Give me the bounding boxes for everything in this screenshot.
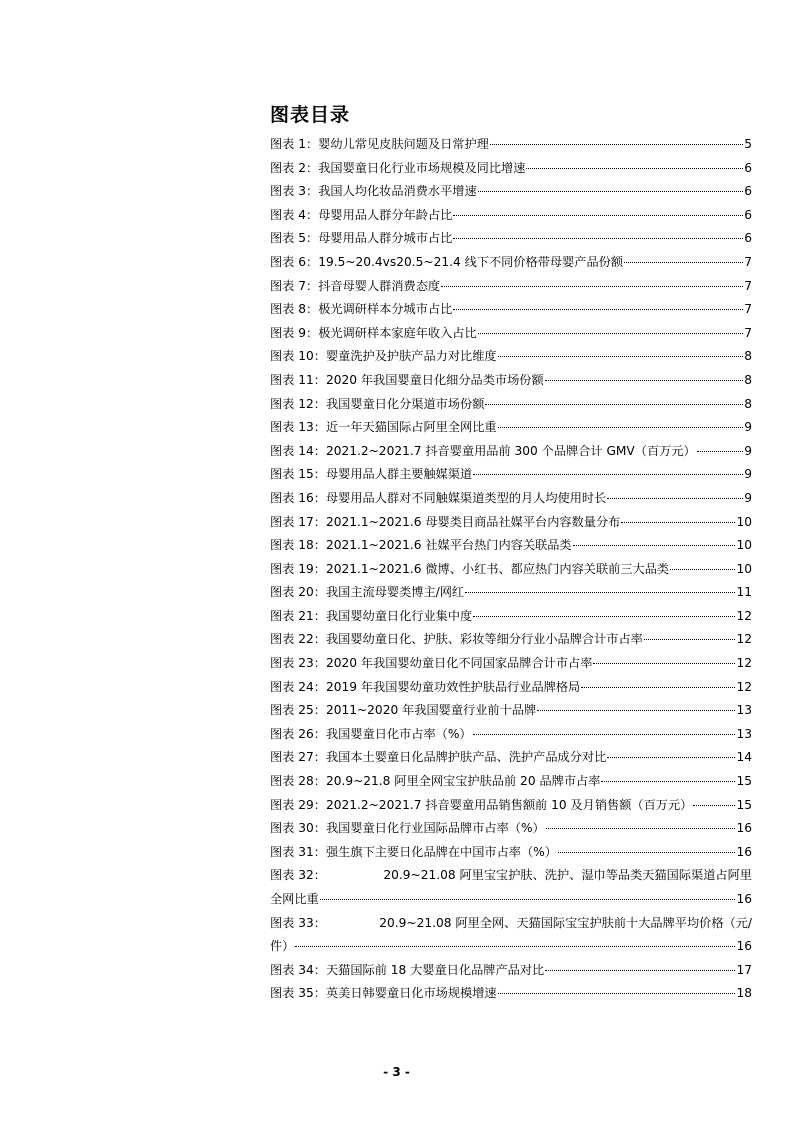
- toc-entry-caption: 2020 年我国婴幼童日化不同国家品牌合计市占率: [325, 656, 593, 671]
- toc-entry-label: 图表 2：: [270, 160, 319, 175]
- toc-entry-label: 图表 19：: [270, 561, 326, 576]
- toc-entry-label: 图表 23：: [270, 656, 326, 671]
- toc-entry-caption: 我国婴童日化分渠道市场份额: [325, 396, 485, 411]
- toc-entry-10[interactable]: [270, 345, 752, 369]
- toc-entry-caption: 2011~2020 年我国婴童行业前十品牌: [325, 703, 537, 718]
- toc-entry-page: 12: [736, 632, 752, 647]
- toc-entry-label: 图表 33：: [270, 915, 326, 930]
- toc-entry-label: 图表 6：: [270, 254, 319, 269]
- toc-entry-22[interactable]: [270, 628, 752, 652]
- toc-entry-page: 8: [744, 372, 752, 387]
- dot-leader: [697, 450, 744, 452]
- toc-entry-page: 6: [744, 160, 752, 175]
- toc-entry-page: 7: [744, 278, 752, 293]
- toc-entry-27[interactable]: [270, 746, 752, 770]
- dot-leader: [473, 615, 735, 617]
- dot-leader: [465, 591, 735, 593]
- toc-entry-label: 图表 7：: [270, 278, 319, 293]
- toc-entry-label: 图表 30：: [270, 821, 326, 836]
- toc-entry-label: 图表 20：: [270, 585, 326, 600]
- dot-leader: [607, 756, 735, 758]
- dot-leader: [478, 332, 744, 334]
- toc-entry-caption: 20.9~21.08 阿里宝宝护肤、洗护、湿巾等品类天猫国际渠道占阿里: [383, 868, 752, 883]
- toc-entry-page: 13: [736, 703, 752, 718]
- toc-entry-label: 图表 34：: [270, 962, 326, 977]
- toc-entry-8[interactable]: [270, 298, 752, 322]
- dot-leader: [526, 167, 743, 169]
- toc-entry-page: 8: [744, 349, 752, 364]
- toc-entry-page: 10: [736, 561, 752, 576]
- toc-entry-5[interactable]: [270, 227, 752, 251]
- toc-entry-28[interactable]: [270, 770, 752, 794]
- toc-entry-page: 5: [744, 137, 752, 151]
- toc-entry-33[interactable]: [270, 912, 752, 959]
- toc-entry-label: 图表 4：: [270, 207, 319, 222]
- toc-entry-caption: 婴童洗护及护肤产品力对比维度: [325, 349, 497, 364]
- toc-entry-caption: 2021.1~2021.6 社媒平台热门内容关联品类: [325, 538, 572, 553]
- dot-leader: [498, 992, 736, 994]
- dot-leader: [473, 473, 743, 475]
- toc-entry-page: 16: [736, 821, 752, 836]
- toc-entry-page: 16: [736, 939, 752, 954]
- dot-leader: [473, 733, 736, 735]
- toc-entry-page: 18: [736, 986, 752, 1001]
- toc-entry-label: 图表 28：: [270, 774, 326, 789]
- toc-entry-label: 图表 32：: [270, 868, 326, 883]
- toc-entry-caption: 英美日韩婴童日化市场规模增速: [325, 986, 497, 1001]
- toc-entry-caption: 2020 年我国婴童日化细分品类市场份额: [325, 372, 544, 387]
- toc-entry-caption: 2021.1~2021.6 微博、小红书、都应热门内容关联前三大品类: [325, 561, 670, 576]
- toc-entry-label: 图表 31：: [270, 844, 326, 859]
- toc-entry-6[interactable]: [270, 251, 752, 275]
- toc-entry-20[interactable]: [270, 581, 752, 605]
- toc-entry-label: 图表 17：: [270, 514, 326, 529]
- dot-leader: [593, 662, 735, 664]
- toc-entry-3[interactable]: [270, 180, 752, 204]
- toc-entry-page: 14: [736, 750, 752, 765]
- toc-entry-24[interactable]: [270, 676, 752, 700]
- toc-entry-caption: 抖音母婴人群消费态度: [318, 278, 441, 293]
- toc-entry-caption: 2019 年我国婴幼童功效性护肤品行业品牌格局: [325, 679, 581, 694]
- toc-entry-page: 6: [744, 207, 752, 222]
- dot-leader: [537, 709, 735, 711]
- toc-entry-30[interactable]: [270, 817, 752, 841]
- toc-entry-page: 7: [744, 302, 752, 317]
- toc-entry-page: 15: [736, 797, 752, 812]
- toc-entry-caption: 我国婴童日化行业市场规模及同比增速: [318, 160, 526, 175]
- toc-entry-page: 15: [736, 774, 752, 789]
- toc-entry-caption: 2021.2~2021.7 抖音婴童用品前 300 个品牌合计 GMV（百万元）: [325, 443, 696, 458]
- toc-entry-page: 16: [736, 892, 752, 906]
- toc-entry-32[interactable]: [270, 864, 752, 911]
- toc-entry-29[interactable]: [270, 794, 752, 818]
- toc-entry-label: 图表 10：: [270, 349, 326, 364]
- toc-entry-label: 图表 14：: [270, 443, 326, 458]
- toc-entry-caption: 2021.1~2021.6 母婴类目商品社媒平台内容数量分布: [325, 514, 621, 529]
- toc-entry-label: 图表 16：: [270, 490, 326, 505]
- toc-entry-11[interactable]: [270, 369, 752, 393]
- toc-entry-31[interactable]: [270, 841, 752, 865]
- toc-entry-page: 7: [744, 254, 752, 269]
- toc-entry-label: 图表 3：: [270, 184, 319, 199]
- toc-entry-label: 图表 9：: [270, 325, 319, 340]
- toc-entry-12[interactable]: [270, 393, 752, 417]
- toc-entry-caption-continued: 件）: [270, 939, 295, 954]
- toc-entry-page: 12: [736, 608, 752, 623]
- toc-entry-page: 8: [744, 396, 752, 411]
- toc-entry-caption: 母婴用品人群分城市占比: [318, 231, 453, 246]
- toc-entry-34[interactable]: [270, 959, 752, 983]
- toc-entry-page: 10: [736, 514, 752, 529]
- toc-entry-page: 7: [744, 325, 752, 340]
- toc-entry-caption: 20.9~21.8 阿里全网宝宝护肤品前 20 品牌市占率: [325, 774, 601, 789]
- dot-leader: [581, 686, 735, 688]
- toc-entry-label: 图表 35：: [270, 986, 326, 1001]
- dot-leader: [320, 898, 736, 900]
- toc-entry-caption: 我国婴幼童日化、护肤、彩妆等细分行业小品牌合计市占率: [325, 632, 643, 647]
- toc-entry-1[interactable]: [270, 133, 752, 157]
- toc-entry-page: 10: [736, 538, 752, 553]
- toc-entry-caption: 我国本土婴童日化品牌护肤产品、洗护产品成分对比: [325, 750, 607, 765]
- toc-entry-page: 13: [736, 726, 752, 741]
- toc-entry-caption: 母婴用品人群主要触媒渠道: [325, 467, 473, 482]
- toc-entry-16[interactable]: [270, 487, 752, 511]
- toc-entry-page: 12: [736, 679, 752, 694]
- toc-entry-15[interactable]: [270, 463, 752, 487]
- toc-entry-caption: 极光调研样本家庭年收入占比: [318, 325, 477, 340]
- dot-leader: [644, 638, 736, 640]
- toc-entry-4[interactable]: [270, 204, 752, 228]
- dot-leader: [478, 190, 744, 192]
- toc-entry-18[interactable]: [270, 534, 752, 558]
- dot-leader: [546, 827, 736, 829]
- toc-entry-caption: 2021.2~2021.7 抖音婴童用品销售额前 10 及月销售额（百万元）: [325, 797, 693, 812]
- page-number: - 3 -: [383, 1065, 410, 1079]
- toc-entry-page: 9: [744, 490, 752, 505]
- toc-entry-label: 图表 21：: [270, 608, 326, 623]
- toc-entry-14[interactable]: [270, 440, 752, 464]
- dot-leader: [498, 426, 744, 428]
- toc-entry-page: 6: [744, 231, 752, 246]
- toc-entry-caption: 婴幼儿常见皮肤问题及日常护理: [318, 137, 489, 151]
- toc-entry-label: 图表 13：: [270, 420, 326, 435]
- toc-entry-35[interactable]: [270, 982, 752, 1006]
- toc-entry-17[interactable]: [270, 511, 752, 535]
- toc-entry-caption: 我国婴童日化行业国际品牌市占率（%）: [325, 821, 545, 836]
- toc-entry-19[interactable]: [270, 558, 752, 582]
- dot-leader: [295, 945, 735, 947]
- dot-leader: [693, 804, 735, 806]
- toc-entry-label: 图表 22：: [270, 632, 326, 647]
- toc-entry-page: 11: [736, 585, 752, 600]
- toc-entry-page: 9: [744, 467, 752, 482]
- toc-entry-label: 图表 27：: [270, 750, 326, 765]
- toc-entry-label: 图表 1：: [270, 137, 319, 151]
- toc-entry-page: 9: [744, 443, 752, 458]
- toc-entry-caption: 我国婴幼童日化行业集中度: [325, 608, 473, 623]
- dot-leader: [607, 497, 743, 499]
- toc-entry-caption: 我国婴童日化市占率（%）: [325, 726, 472, 741]
- toc-entry-page: 16: [736, 844, 752, 859]
- toc-entry-label: 图表 11：: [270, 372, 326, 387]
- dot-leader: [485, 403, 743, 405]
- dot-leader: [573, 544, 736, 546]
- dot-leader: [670, 568, 735, 570]
- toc-entry-label: 图表 12：: [270, 396, 326, 411]
- toc-entry-caption: 母婴用品人群分年龄占比: [318, 207, 453, 222]
- toc-entry-caption: 极光调研样本分城市占比: [318, 302, 453, 317]
- toc-entry-26[interactable]: [270, 723, 752, 747]
- toc-entry-page: 12: [736, 656, 752, 671]
- dot-leader: [453, 308, 743, 310]
- toc-entry-label: 图表 25：: [270, 703, 326, 718]
- toc-entry-13[interactable]: [270, 416, 752, 440]
- toc-entry-label: 图表 29：: [270, 797, 326, 812]
- dot-leader: [621, 521, 735, 523]
- toc-entry-21[interactable]: [270, 605, 752, 629]
- toc-entry-caption: 天猫国际前 18 大婴童日化品牌产品对比: [325, 962, 545, 977]
- dot-leader: [601, 780, 735, 782]
- toc-entry-page: 17: [736, 962, 752, 977]
- toc-entry-caption: 近一年天猫国际占阿里全网比重: [325, 420, 497, 435]
- toc-entry-caption: 我国人均化妆品消费水平增速: [318, 184, 477, 199]
- toc-entry-caption: 19.5~20.4vs20.5~21.4 线下不同价格带母婴产品份额: [318, 254, 624, 269]
- page-title: 图表目录: [270, 104, 351, 126]
- toc-entry-25[interactable]: [270, 699, 752, 723]
- toc-entry-9[interactable]: [270, 322, 752, 346]
- dot-leader: [453, 214, 743, 216]
- toc-entry-caption: 我国主流母婴类博主/网红: [325, 585, 465, 600]
- toc-entry-caption: 强生旗下主要日化品牌在中国市占率（%）: [325, 844, 557, 859]
- toc-entry-caption: 母婴用品人群对不同触媒渠道类型的月人均使用时长: [325, 490, 607, 505]
- toc-entry-label: 图表 24：: [270, 679, 326, 694]
- dot-leader: [441, 285, 743, 287]
- dot-leader: [545, 969, 735, 971]
- dot-leader: [545, 379, 744, 381]
- toc-entry-label: 图表 15：: [270, 467, 326, 482]
- toc-entry-label: 图表 8：: [270, 302, 319, 317]
- toc-entry-caption: 20.9~21.08 阿里全网、天猫国际宝宝护肤前十大品牌平均价格（元/: [379, 915, 752, 930]
- dot-leader: [453, 237, 743, 239]
- toc-entry-label: 图表 18：: [270, 538, 326, 553]
- toc-entry-2[interactable]: [270, 157, 752, 181]
- toc-entry-page: 6: [744, 184, 752, 199]
- toc-entry-label: 图表 5：: [270, 231, 319, 246]
- toc-entry-page: 9: [744, 420, 752, 435]
- dot-leader: [624, 261, 743, 263]
- toc-entry-caption-continued: 全网比重: [270, 892, 319, 906]
- dot-leader: [558, 851, 736, 853]
- toc-entry-label: 图表 26：: [270, 726, 326, 741]
- dot-leader: [498, 355, 744, 357]
- table-of-figures: [270, 133, 752, 1006]
- toc-entry-23[interactable]: [270, 652, 752, 676]
- dot-leader: [490, 143, 743, 145]
- toc-entry-7[interactable]: [270, 275, 752, 299]
